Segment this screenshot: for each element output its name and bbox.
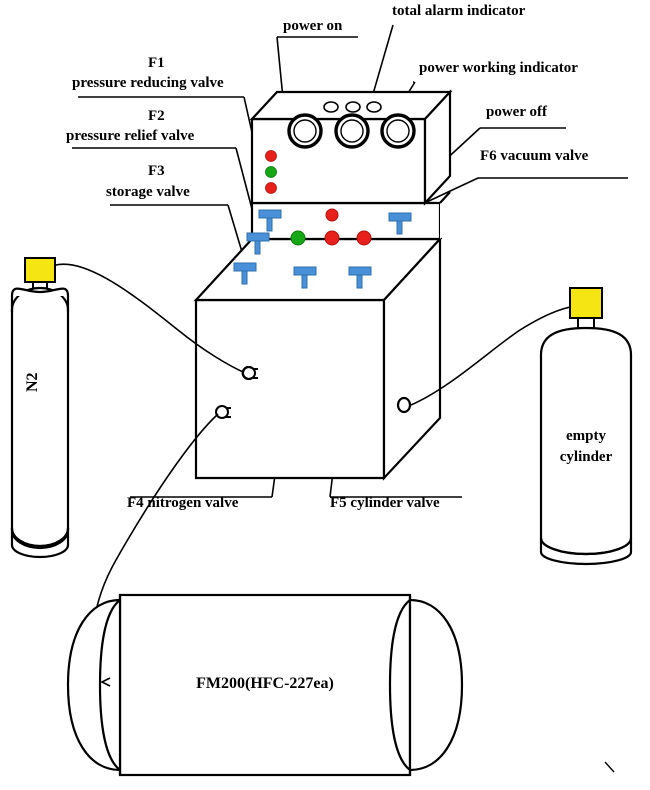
power-working-indicator <box>326 209 338 221</box>
callout-f6-label: F6 vacuum valve <box>480 148 589 164</box>
power-off-button <box>357 231 371 245</box>
callout-total-alarm-indicator: total alarm indicator <box>392 3 526 19</box>
power-on-button <box>291 231 305 245</box>
corner-tick <box>605 762 614 772</box>
callout-f1-label: pressure reducing valve <box>72 75 224 91</box>
pressure-gauges <box>289 115 414 147</box>
callout-power-working-indicator: power working indicator <box>419 60 578 76</box>
callout-f3-label: storage valve <box>106 184 190 200</box>
machine-cabinet <box>196 92 450 478</box>
callout-f2-label: pressure relief valve <box>66 128 195 144</box>
callout-power-off: power off <box>486 104 547 120</box>
label-fm200-tank: FM200(HFC-227ea) <box>196 675 334 692</box>
head-indicator-leds <box>266 151 277 194</box>
label-nitrogen-cylinder: N2 <box>24 372 41 392</box>
label-empty-cylinder-line1: empty <box>566 428 606 444</box>
callout-f5-label: F5 cylinder valve <box>330 495 440 511</box>
callout-f1-tag: F1 <box>148 55 165 71</box>
label-empty-cylinder-line2: cylinder <box>559 449 613 465</box>
nitrogen-cylinder <box>12 258 68 557</box>
callout-f3-tag: F3 <box>148 163 165 179</box>
empty-cylinder <box>541 288 631 564</box>
total-alarm-indicator <box>325 231 339 245</box>
callout-f4-label: F4 nitrogen valve <box>127 495 239 511</box>
callout-f2-tag: F2 <box>148 108 165 124</box>
head-top-buttons[interactable] <box>324 102 381 112</box>
callout-power-on: power on <box>283 18 343 34</box>
